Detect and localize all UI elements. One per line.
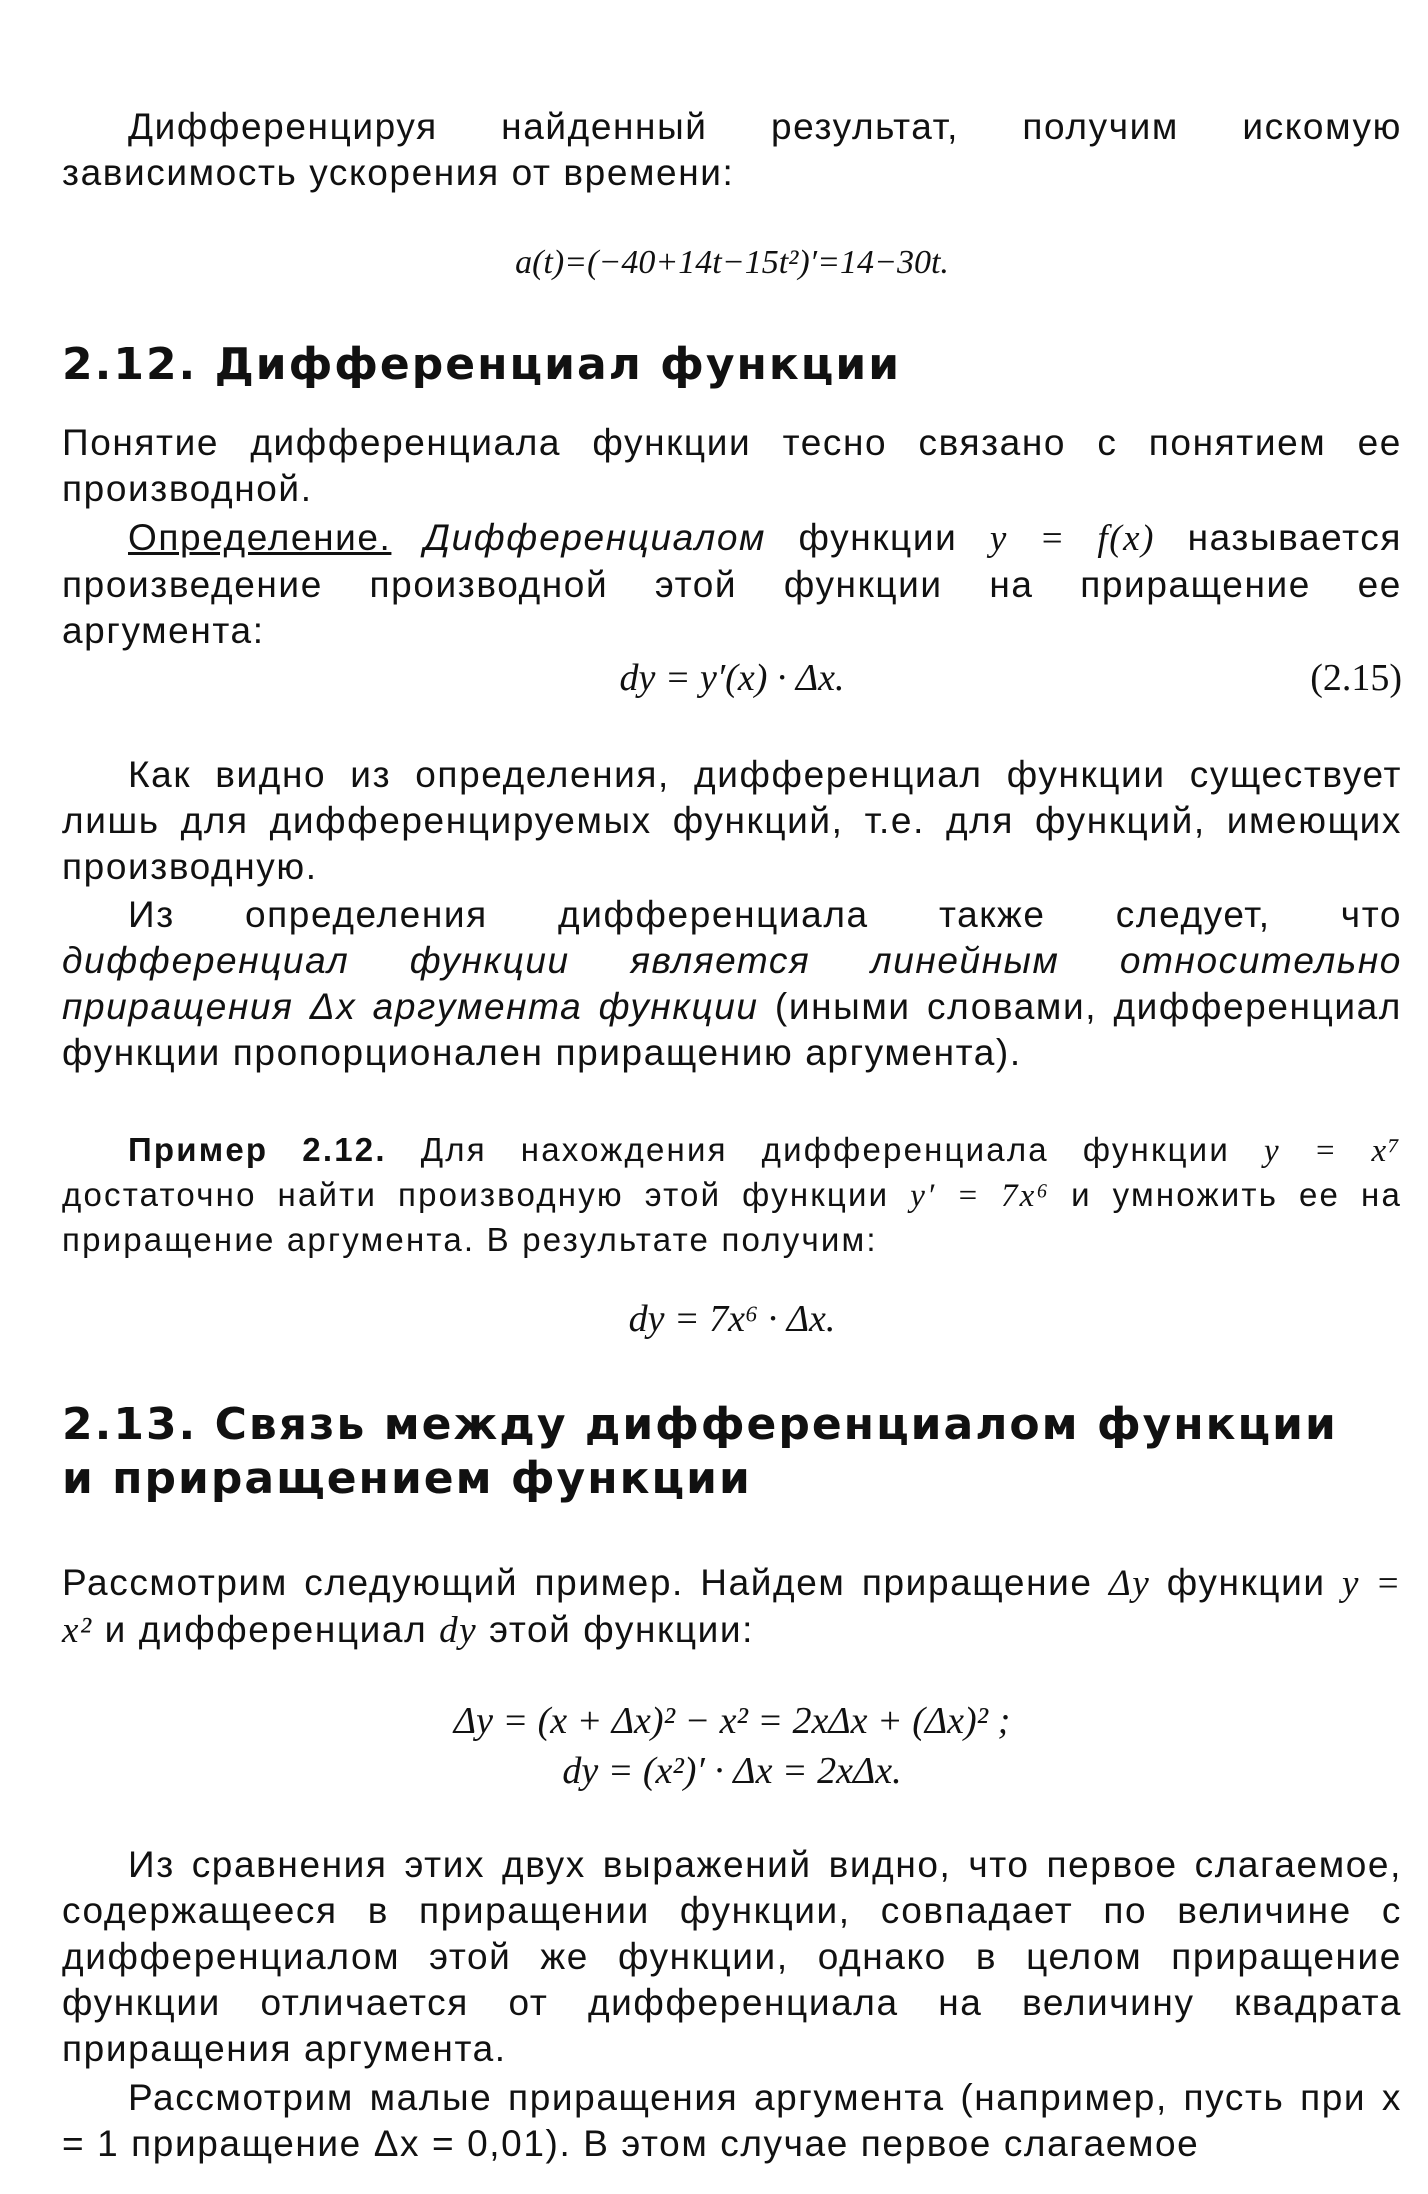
linearity-paragraph [62,892,1402,1076]
increment-text-a: Рассмотрим следующий пример. Найдем приращение [62,1562,1109,1603]
example-function: y = x⁷ [1263,1133,1402,1169]
definition-paragraph [62,515,1402,654]
differential-formula [62,655,1402,701]
existence-paragraph: Как видно из определения, дифференциал функции существует лишь для дифференцируемых функций, т.е. для функций, имеющих производную. [62,754,1402,887]
example-formula: dy = 7x⁶ · Δx. [628,1298,836,1340]
intro-paragraph: Дифференцируя найденный результат, получим искомую зависимость ускорения от времени: [62,106,1402,193]
small-increments-paragraph: Рассмотрим малые приращения аргумента (например, пусть при x = 1 приращение Δx = 0,01). В этом случае первое слагаемое [62,2077,1402,2164]
acceleration-formula: a(t)=(−40+14t−15t²)′=14−30t. [515,244,949,281]
definition-text-b: называется произведение производной этой функции на приращение ее аргумента: [62,517,1402,651]
section-heading-2-13-line2: и приращением функции [62,1453,752,1504]
section-heading-2-13-line1: 2.13. Связь между дифференциалом функции [62,1399,1338,1450]
definition-label: Определение. [128,517,392,558]
increment-formula: Δy = (x + Δx)² − x² = 2xΔx + (Δx)² ; [453,1700,1011,1742]
differential-square-formula: dy = (x²)′ · Δx = 2xΔx. [562,1750,902,1792]
example-paragraph [62,1128,1402,1261]
section-heading-2-12: 2.12. Дифференциал функции [62,339,902,390]
increment-function: y = x² [62,1563,1402,1651]
example-text-b: достаточно найти производную этой функции [62,1176,911,1213]
increment-text-d: этой функции: [477,1609,755,1650]
example-text-c: и умножить ее на приращение аргумента. В результате получим: [62,1176,1403,1258]
linearity-emphasis: дифференциал функции является линейным относительно приращения Δx аргумента функции [62,940,1402,1027]
comparison-paragraph: Из сравнения этих двух выражений видно, что первое слагаемое, содержащееся в приращении функции, совпадает по величине с дифференциалом этой же функции, однако в целом приращение функции отличается от дифференциала на величину квадрата приращения аргумента. [62,1844,1402,2069]
differential-intro-paragraph: Понятие дифференциала функции тесно связано с понятием ее производной. [62,422,1402,509]
section-heading-2-13 [62,1398,1402,1506]
example-text-a: Для нахождения дифференциала функции [386,1131,1264,1168]
increment-delta-y: Δy [1109,1563,1151,1604]
formula-number: (2.15) [1310,657,1402,699]
increment-text-c: и дифференциал [92,1609,440,1650]
differential-formula-body: dy = y′(x) · Δx. [619,657,845,699]
example-derivative: y′ = 7x⁶ [910,1178,1051,1214]
linearity-text-a: Из определения дифференциала также следует, что [128,894,1402,935]
definition-term: Дифференциалом [423,517,766,558]
definition-text-a: функции [766,517,990,558]
linearity-text-b: (иными словами, дифференциал функции пропорционален приращению аргумента). [62,986,1402,1073]
increment-example-paragraph [62,1560,1402,1654]
increment-dy: dy [439,1610,478,1651]
example-label: Пример 2.12. [128,1131,387,1168]
increment-text-b: функции [1150,1562,1343,1603]
definition-function: y = f(x) [989,518,1156,559]
